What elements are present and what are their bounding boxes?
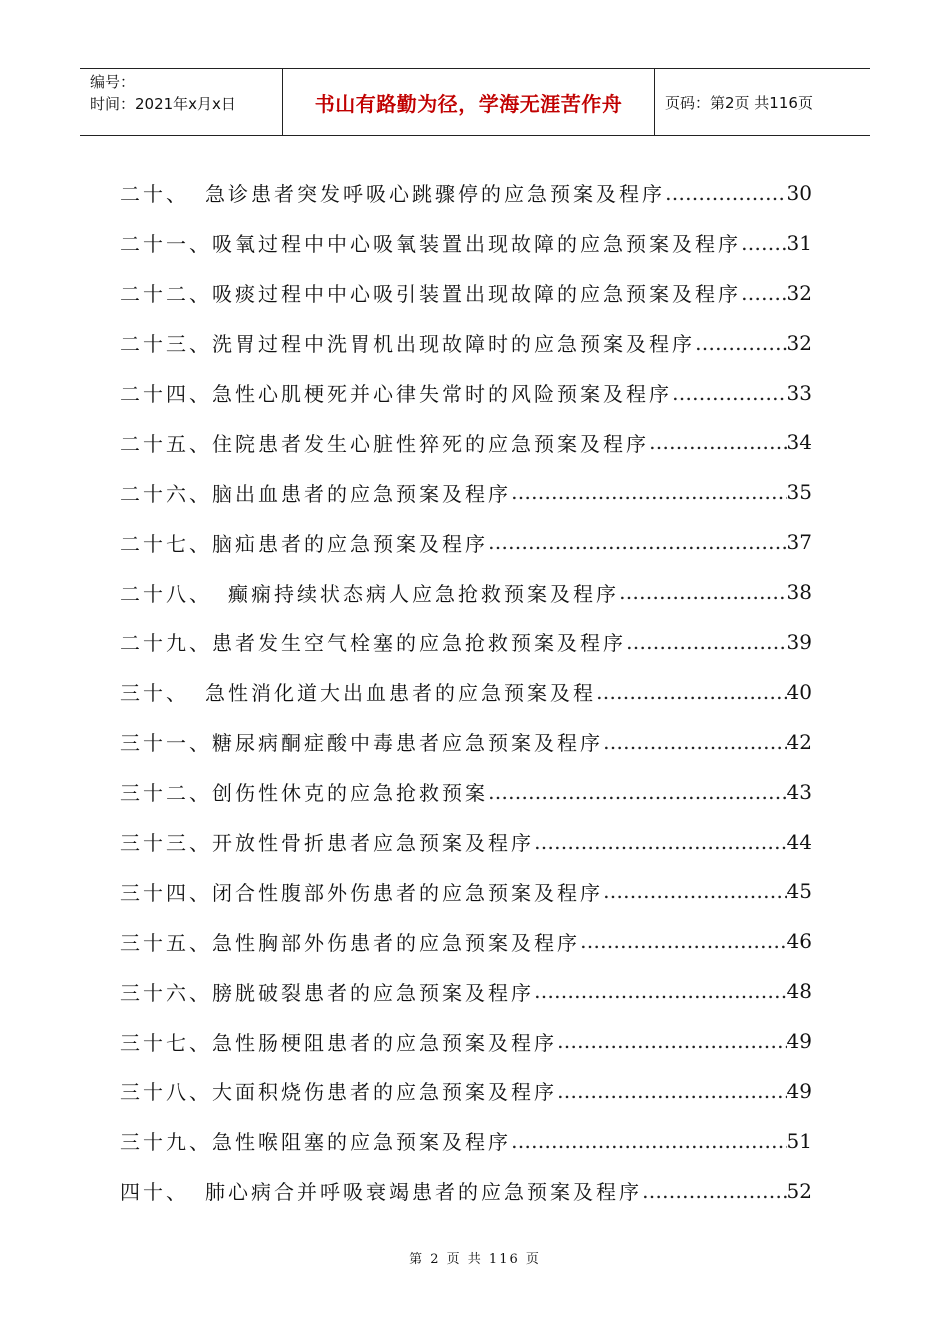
toc-dot-leader [649,430,787,454]
toc-dot-leader [557,1029,787,1053]
toc-dot-leader [534,830,787,854]
toc-entry[interactable] [120,1116,812,1166]
toc-entry-number: 二十、 [120,182,189,207]
toc-entry-title: 大面积烧伤患者的应急预案及程序 [212,1080,557,1105]
toc-entry[interactable] [120,567,812,617]
toc-entry[interactable] [120,866,812,916]
toc-entry[interactable] [120,517,812,567]
toc-entry-title: 创伤性休克的应急抢救预案 [212,781,488,806]
toc-dot-leader [580,929,787,953]
toc-entry[interactable] [120,467,812,517]
toc-entry-number: 二十八、 [120,581,212,606]
toc-entry-page: 30 [786,180,812,205]
toc-dot-leader [557,1079,787,1103]
toc-entry[interactable] [120,1016,812,1066]
toc-entry-number: 三十三、 [120,831,212,856]
toc-dot-leader [626,630,787,654]
toc-entry-number: 二十一、 [120,232,212,257]
page-header [80,68,870,136]
toc-entry-page: 42 [786,729,812,754]
toc-entry[interactable] [120,368,812,418]
toc-entry-page: 39 [786,629,812,654]
toc-entry-number: 三十七、 [120,1030,212,1055]
toc-entry-number: 二十三、 [120,332,212,357]
toc-entry-page: 33 [786,380,812,405]
toc-entry-title: 开放性骨折患者应急预案及程序 [212,831,534,856]
toc-entry-title: 洗胃过程中洗胃机出现故障时的应急预案及程序 [212,332,695,357]
toc-entry-title: 肺心病合并呼吸衰竭患者的应急预案及程序 [205,1180,642,1205]
toc-entry-title: 住院患者发生心脏性猝死的应急预案及程序 [212,431,649,456]
toc-dot-leader [511,1129,787,1153]
toc-entry-page: 35 [786,480,812,505]
toc-entry[interactable] [120,966,812,1016]
toc-entry-title: 糖尿病酮症酸中毒患者应急预案及程序 [212,731,603,756]
toc-entry-page: 31 [786,230,812,255]
toc-entry[interactable] [120,218,812,268]
toc-entry-title: 急性消化道大出血患者的应急预案及程 [205,681,596,706]
toc-entry-number: 二十七、 [120,531,212,556]
toc-entry[interactable] [120,916,812,966]
toc-entry-number: 三十六、 [120,980,212,1005]
toc-entry-page: 43 [786,779,812,804]
toc-entry[interactable] [120,268,812,318]
toc-dot-leader [741,231,787,255]
toc-entry[interactable] [120,318,812,368]
header-motto: 书山有路勤为径，学海无涯苦作舟 [283,69,655,135]
document-code: 编号： [90,73,136,91]
toc-entry[interactable] [120,617,812,667]
toc-dot-leader [672,381,787,405]
toc-entry-page: 44 [786,829,812,854]
toc-entry-number: 二十六、 [120,481,212,506]
toc-entry-number: 三十八、 [120,1080,212,1105]
toc-dot-leader [511,480,787,504]
document-time: 时间：2021年x月x日 [90,95,236,113]
table-of-contents [120,168,812,1216]
toc-entry-number: 三十九、 [120,1130,212,1155]
toc-entry[interactable] [120,1066,812,1116]
toc-entry-number: 二十四、 [120,382,212,406]
toc-dot-leader [642,1179,787,1203]
toc-dot-leader [695,331,787,355]
toc-entry-page: 46 [786,929,812,954]
toc-dot-leader [665,181,787,205]
toc-entry-page: 37 [786,530,812,555]
toc-entry-page: 40 [786,679,812,704]
toc-entry-page: 49 [786,1029,812,1054]
toc-entry-page: 49 [786,1078,812,1103]
toc-entry-title: 膀胱破裂患者的应急预案及程序 [212,980,534,1005]
toc-entry-number: 四十、 [120,1180,189,1205]
toc-entry-title: 癫痫持续状态病人应急抢救预案及程序 [228,581,619,606]
toc-entry-page: 32 [786,330,812,355]
header-page-info: 页码：第2页 共116页 [665,93,813,112]
toc-dot-leader [603,879,787,903]
toc-entry[interactable] [120,168,812,218]
page-footer: 第 2 页 共 116 页 [409,1252,541,1267]
toc-entry[interactable] [120,417,812,467]
toc-entry-title: 急性喉阻塞的应急预案及程序 [212,1130,511,1155]
toc-entry-title: 患者发生空气栓塞的应急抢救预案及程序 [212,631,626,656]
toc-entry-page: 52 [786,1178,812,1203]
toc-entry-title: 急性胸部外伤患者的应急预案及程序 [212,930,580,955]
toc-entry-title: 吸痰过程中中心吸引装置出现故障的应急预案及程序 [212,282,741,307]
toc-entry[interactable] [120,767,812,817]
toc-entry-page: 34 [786,430,812,455]
toc-dot-leader [741,281,787,305]
toc-entry-page: 45 [786,879,812,904]
toc-dot-leader [534,979,787,1003]
toc-entry[interactable] [120,1166,812,1216]
toc-entry-number: 三十五、 [120,930,212,955]
toc-entry-page: 38 [786,580,812,605]
toc-entry-number: 三十四、 [120,880,212,905]
toc-entry-number: 二十二、 [120,282,212,307]
toc-dot-leader [603,730,787,754]
toc-entry-title: 脑疝患者的应急预案及程序 [212,531,488,556]
toc-entry[interactable] [120,667,812,717]
toc-entry-number: 二十九、 [120,631,212,656]
toc-entry-title: 闭合性腹部外伤患者的应急预案及程序 [212,880,603,905]
toc-entry[interactable] [120,717,812,767]
toc-dot-leader [596,680,787,704]
toc-entry-title: 脑出血患者的应急预案及程序 [212,481,511,506]
toc-entry-title: 急性肠梗阻患者的应急预案及程序 [212,1030,557,1055]
toc-dot-leader [619,580,787,604]
toc-entry-page: 51 [786,1128,812,1153]
toc-entry[interactable] [120,817,812,867]
toc-entry-title: 急性心肌梗死并心律失常时的风险预案及程序 [212,382,672,406]
toc-entry-number: 二十五、 [120,431,212,456]
toc-entry-number: 三十、 [120,681,189,706]
toc-entry-title: 急诊患者突发呼吸心跳骤停的应急预案及程序 [205,182,665,207]
header-meta [80,69,283,135]
toc-entry-title: 吸氧过程中中心吸氧装置出现故障的应急预案及程序 [212,232,741,257]
toc-entry-number: 三十一、 [120,731,212,756]
toc-dot-leader [488,780,787,804]
toc-dot-leader [488,530,787,554]
toc-entry-page: 32 [786,280,812,305]
toc-entry-number: 三十二、 [120,781,212,806]
toc-entry-page: 48 [786,979,812,1004]
